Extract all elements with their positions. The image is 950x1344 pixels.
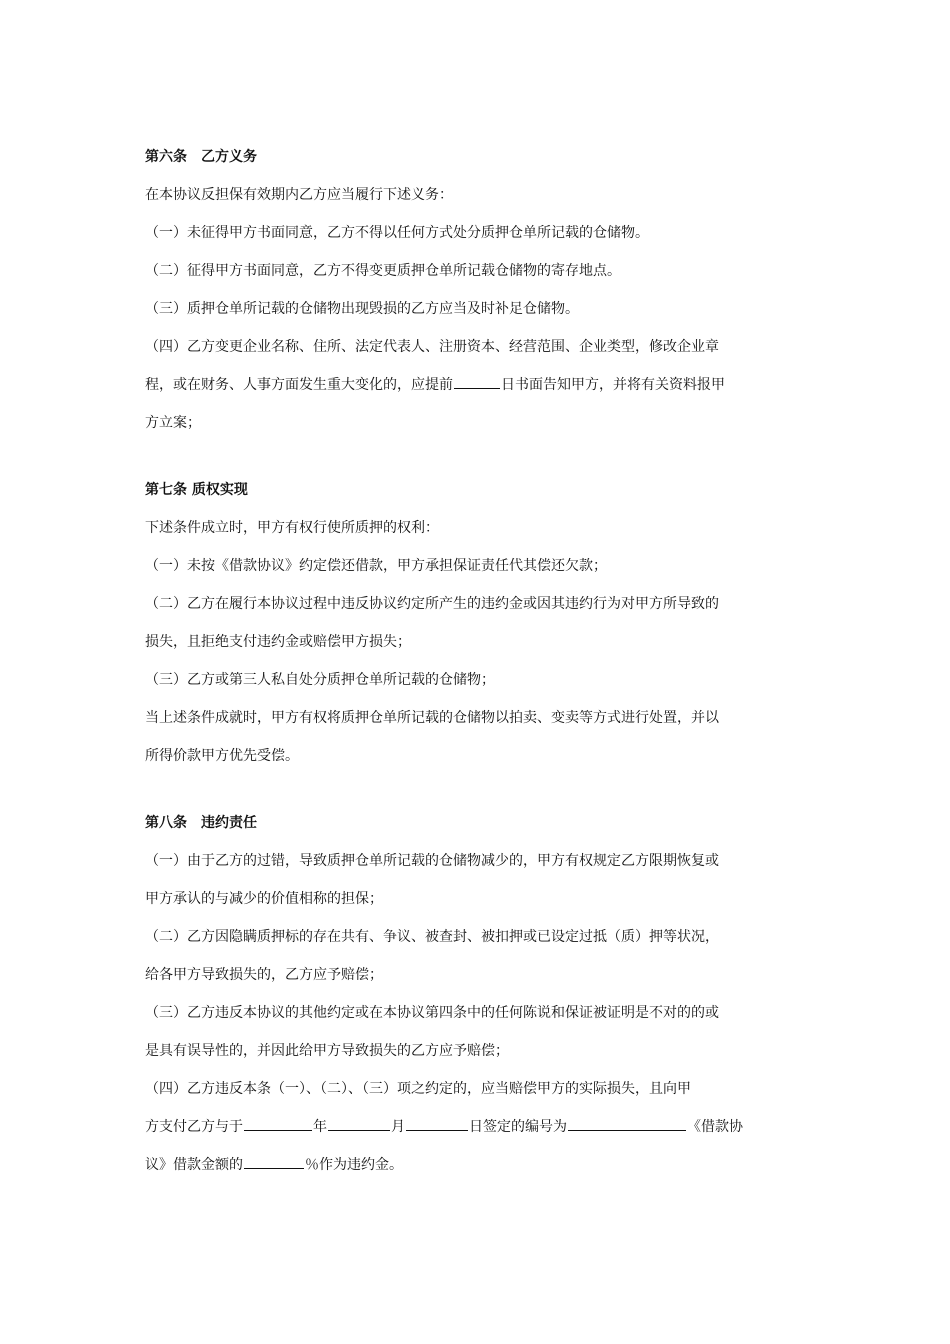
paragraph-line: 是具有误导性的，并因此给甲方导致损失的乙方应予赔偿；	[145, 1043, 509, 1059]
paragraph-line-with-blanks	[145, 1108, 805, 1146]
paragraph-line: 在本协议反担保有效期内乙方应当履行下述义务：	[145, 187, 453, 203]
section-heading: 第八条 违约责任	[145, 815, 257, 831]
paragraph-line: 给各甲方导致损失的，乙方应予赔偿；	[145, 967, 383, 983]
paragraph-line: （一）未征得甲方书面同意，乙方不得以任何方式处分质押仓单所记载的仓储物。	[145, 225, 649, 241]
section-gap	[145, 775, 805, 810]
paragraph-line: 下述条件成立时，甲方有权行使所质押的权利：	[145, 520, 439, 536]
text-segment: 程，或在财务、人事方面发生重大变化的，应提前	[145, 377, 453, 393]
text-segment: 议》借款金额的	[145, 1157, 243, 1173]
text-segment: ％作为违约金。	[305, 1157, 403, 1173]
paragraph-line: （二）乙方因隐瞒质押标的存在共有、争议、被查封、被扣押或已设定过抵（质）押等状况，	[145, 929, 719, 945]
paragraph-line-with-blank	[145, 366, 805, 404]
paragraph-line: 当上述条件成就时，甲方有权将质押仓单所记载的仓储物以拍卖、变卖等方式进行处置，并以	[145, 710, 719, 726]
percentage-blank	[244, 1154, 304, 1169]
contract-number-blank	[568, 1116, 686, 1131]
paragraph-line: （四）乙方违反本条（一）、（二）、（三）项之约定的，应当赔偿甲方的实际损失，且向甲	[145, 1081, 691, 1097]
year-blank	[244, 1116, 312, 1131]
text-segment: 方支付乙方与于	[145, 1119, 243, 1135]
section-heading: 第六条 乙方义务	[145, 149, 257, 165]
document-page	[145, 144, 805, 1184]
section-gap	[145, 442, 805, 477]
paragraph-line: 损失，且拒绝支付违约金或赔偿甲方损失；	[145, 634, 411, 650]
days-blank	[454, 374, 500, 389]
paragraph-line: （一）未按《借款协议》约定偿还借款，甲方承担保证责任代其偿还欠款；	[145, 558, 607, 574]
paragraph-line: （一）由于乙方的过错，导致质押仓单所记载的仓储物减少的，甲方有权规定乙方限期恢复或	[145, 853, 719, 869]
section-7	[145, 477, 805, 775]
paragraph-line: （三）质押仓单所记载的仓储物出现毁损的乙方应当及时补足仓储物。	[145, 301, 579, 317]
day-blank	[406, 1116, 468, 1131]
paragraph-line: 甲方承认的与减少的价值相称的担保；	[145, 891, 383, 907]
paragraph-line: 所得价款甲方优先受偿。	[145, 748, 299, 764]
paragraph-line: （四）乙方变更企业名称、住所、法定代表人、注册资本、经营范围、企业类型，修改企业章	[145, 339, 719, 355]
text-segment: 日签定的编号为	[469, 1119, 567, 1135]
section-8	[145, 810, 805, 1184]
paragraph-line: 方立案；	[145, 415, 201, 431]
paragraph-line: （二）征得甲方书面同意，乙方不得变更质押仓单所记载仓储物的寄存地点。	[145, 263, 621, 279]
paragraph-line: （三）乙方或第三人私自处分质押仓单所记载的仓储物；	[145, 672, 495, 688]
section-6	[145, 144, 805, 442]
paragraph-line-with-blank	[145, 1146, 805, 1184]
month-blank	[328, 1116, 390, 1131]
text-segment: 年	[313, 1119, 327, 1135]
text-segment: 日书面告知甲方，并将有关资料报甲	[501, 377, 725, 393]
section-heading: 第七条 质权实现	[145, 482, 248, 498]
text-segment: 《借款协	[687, 1119, 743, 1135]
text-segment: 月	[391, 1119, 405, 1135]
paragraph-line: （三）乙方违反本协议的其他约定或在本协议第四条中的任何陈说和保证被证明是不对的的或	[145, 1005, 719, 1021]
paragraph-line: （二）乙方在履行本协议过程中违反协议约定所产生的违约金或因其违约行为对甲方所导致的	[145, 596, 719, 612]
